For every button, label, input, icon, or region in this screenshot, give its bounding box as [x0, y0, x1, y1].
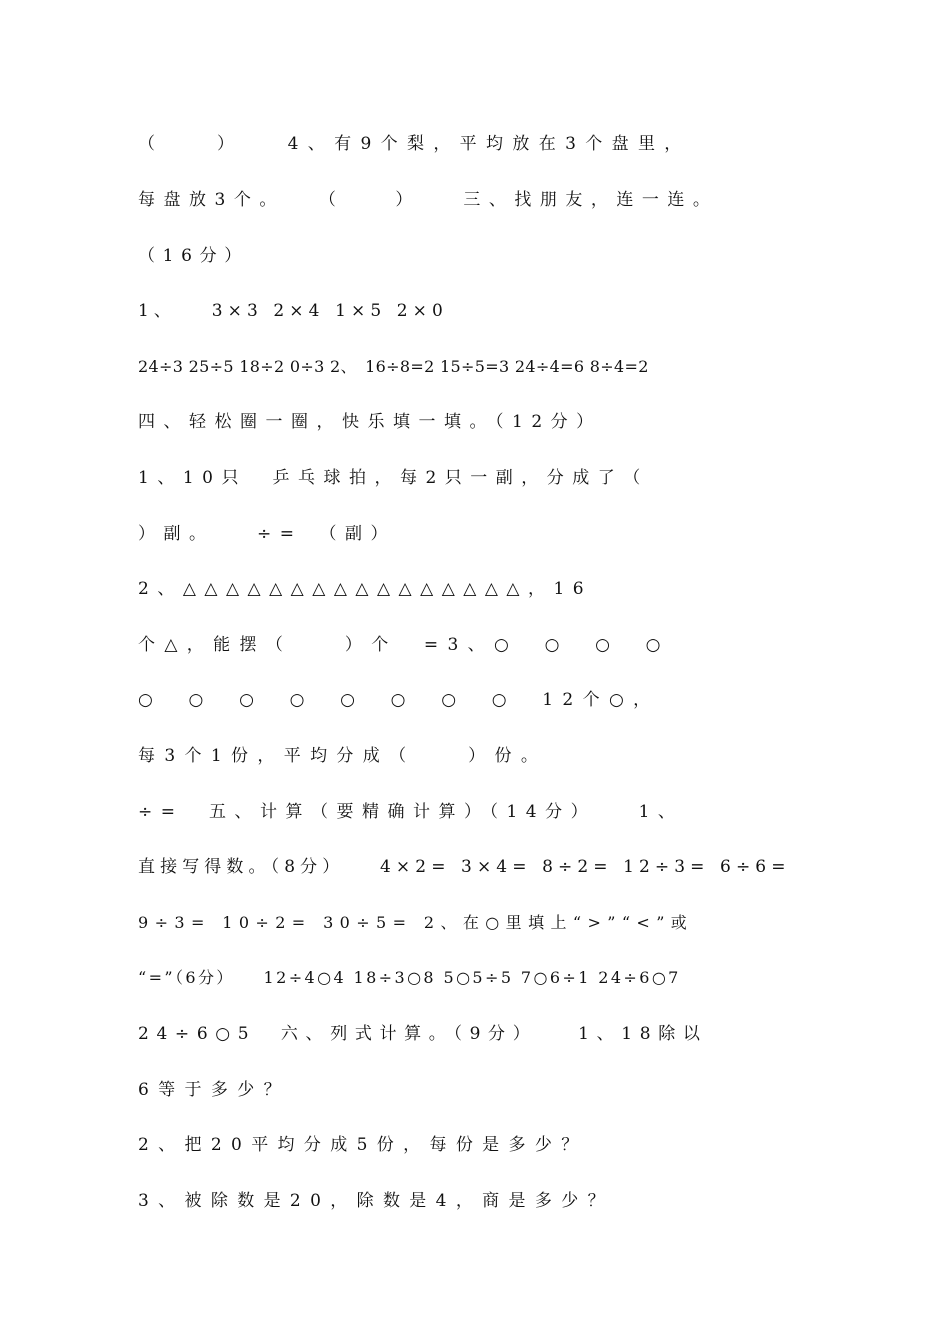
- text-line-12: 每3个1份，平均分成（ ）份。: [138, 746, 548, 766]
- text-line-4: 1、 3×3 2×4 1×5 2×0: [138, 301, 448, 321]
- text-line-16: “=”（6分） 12÷4○4 18÷3○8 5○5÷5 7○6÷1 24÷6○7: [138, 968, 681, 987]
- text-line-17: 24÷6○5 六、列式计算。（9分） 1、18除以: [138, 1024, 708, 1044]
- text-line-20: 3、被除数是20，除数是4，商是多少？: [138, 1191, 614, 1211]
- text-line-13: ÷= 五、计算（要精确计算）（14分） 1、: [138, 802, 684, 822]
- text-line-9: 2、△△△△△△△△△△△△△△△△，16: [138, 579, 593, 599]
- text-line-11: ○ ○ ○ ○ ○ ○ ○ ○ 12个○，: [138, 690, 660, 710]
- text-line-19: 2、把20平均分成5份，每份是多少？: [138, 1135, 588, 1155]
- text-line-14: 直接写得数。（8分） 4×2= 3×4= 8÷2= 12÷3= 6÷6=: [138, 857, 791, 877]
- text-line-18: 6等于多少？: [138, 1080, 290, 1100]
- text-line-10: 个△，能摆（ ）个 =3、○ ○ ○ ○: [138, 635, 670, 655]
- text-line-5: 24÷3 25÷5 18÷2 0÷3 2、 16÷8=2 15÷5=3 24÷4=6 8÷4=2: [138, 357, 649, 376]
- text-line-2: 每盘放3个。 （ ） 三、找朋友，连一连。: [138, 190, 719, 210]
- text-line-15: 9÷3= 10÷2= 30÷5= 2、在○里填上“>”“<”或: [138, 913, 694, 932]
- text-line-3: （16分）: [138, 246, 249, 266]
- text-line-6: 四、轻松圈一圈，快乐填一填。（12分）: [138, 412, 602, 432]
- text-line-8: ）副。 ÷= （副）: [138, 524, 396, 544]
- text-line-7: 1、10只 乒乓球拍，每2只一副，分成了（: [138, 468, 649, 488]
- text-line-1: （ ） 4、有9个梨，平均放在3个盘里，: [138, 134, 691, 154]
